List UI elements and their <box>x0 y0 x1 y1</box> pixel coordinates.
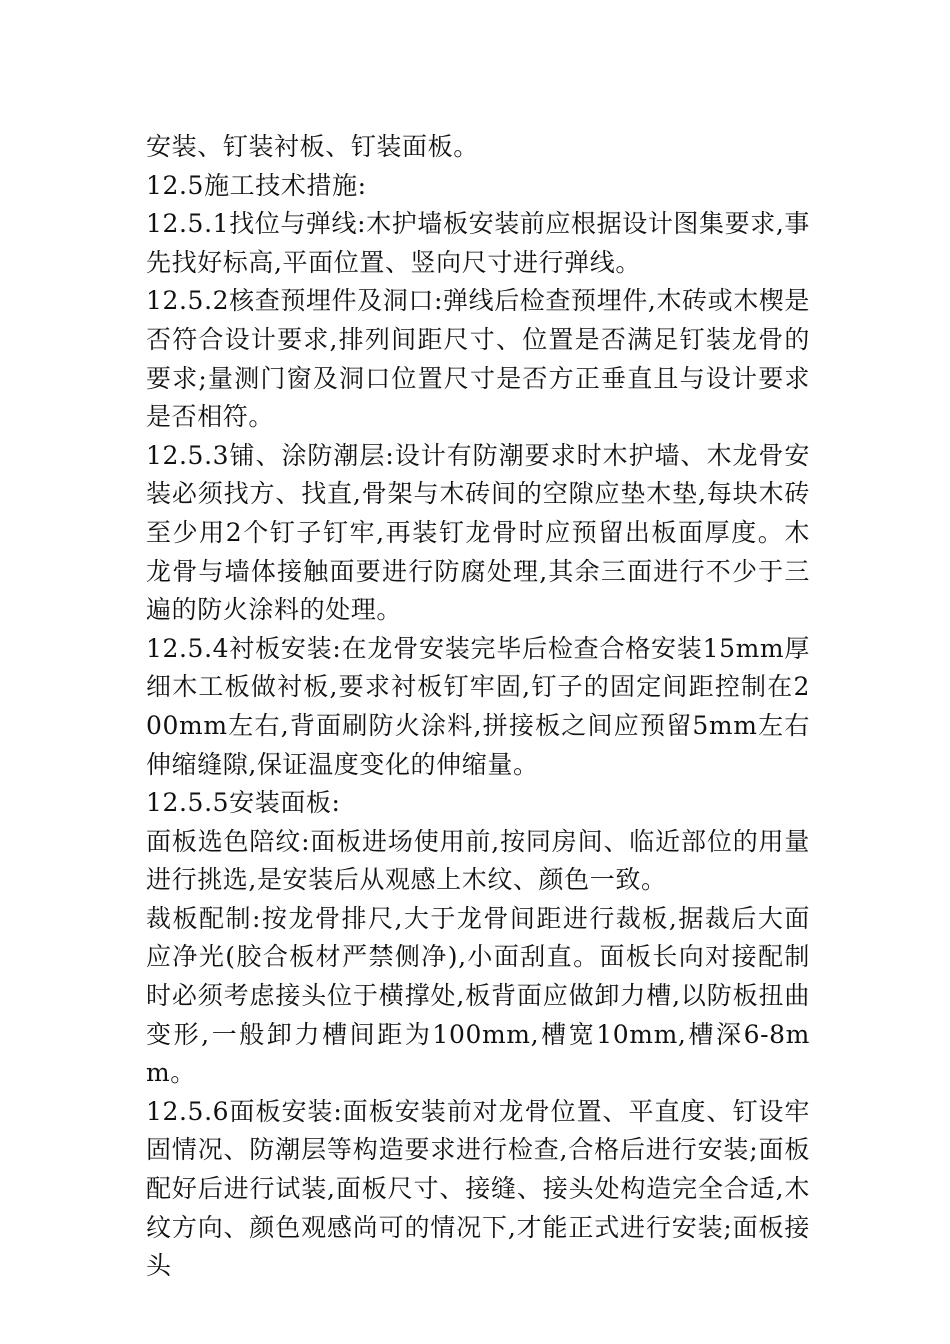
paragraph: 12.5.4衬板安装:在龙骨安装完毕后检查合格安装15mm厚细木工板做衬板,要求衬板钉牢固,钉子的固定间距控制在200mm左右,背面刷防火涂料,拼接板之间应预留5mm左右伸缩缝隙,保证温度变化的伸缩量。 <box>146 633 810 779</box>
document-body <box>146 128 810 1286</box>
paragraph: 裁板配制:按龙骨排尺,大于龙骨间距进行裁板,据裁后大面应净光(胶合板材严禁侧净),小面刮直。面板长向对接配制时必须考虑接头位于横撑处,板背面应做卸力槽,以防板扭曲变形,一般卸力槽间距为100mm,槽宽10mm,槽深6-8mm。 <box>146 903 810 1088</box>
paragraph: 12.5.2核查预埋件及洞口:弹线后检查预埋件,木砖或木楔是否符合设计要求,排列间距尺寸、位置是否满足钉装龙骨的要求;量测门窗及洞口位置尺寸是否方正垂直且与设计要求是否相符。 <box>146 286 810 432</box>
paragraph: 12.5.3铺、涂防潮层:设计有防潮要求时木护墙、木龙骨安装必须找方、找直,骨架与木砖间的空隙应垫木垫,每块木砖至少用2个钉子钉牢,再装钉龙骨时应预留出板面厚度。木龙骨与墙体接触面要进行防腐处理,其余三面进行不少于三遍的防火涂料的处理。 <box>146 440 810 625</box>
paragraph: 安装、钉装衬板、钉装面板。 <box>146 132 479 161</box>
section-heading: 12.5施工技术措施: <box>146 170 367 200</box>
paragraph: 12.5.6面板安装:面板安装前对龙骨位置、平直度、钉设牢固情况、防潮层等构造要求进行检查,合格后进行安装;面板配好后进行试装,面板尺寸、接缝、接头处构造完全合适,木纹方向、颜色观感尚可的情况下,才能正式进行安装;面板接头 <box>146 1096 810 1281</box>
section-heading: 12.5.5安装面板: <box>146 788 341 818</box>
paragraph: 12.5.1找位与弹线:木护墙板安装前应根据设计图集要求,事先找好标高,平面位置、竖向尺寸进行弹线。 <box>146 209 810 277</box>
paragraph: 面板选色陪纹:面板进场使用前,按同房间、临近部位的用量进行挑选,是安装后从观感上木纹、颜色一致。 <box>146 826 810 895</box>
